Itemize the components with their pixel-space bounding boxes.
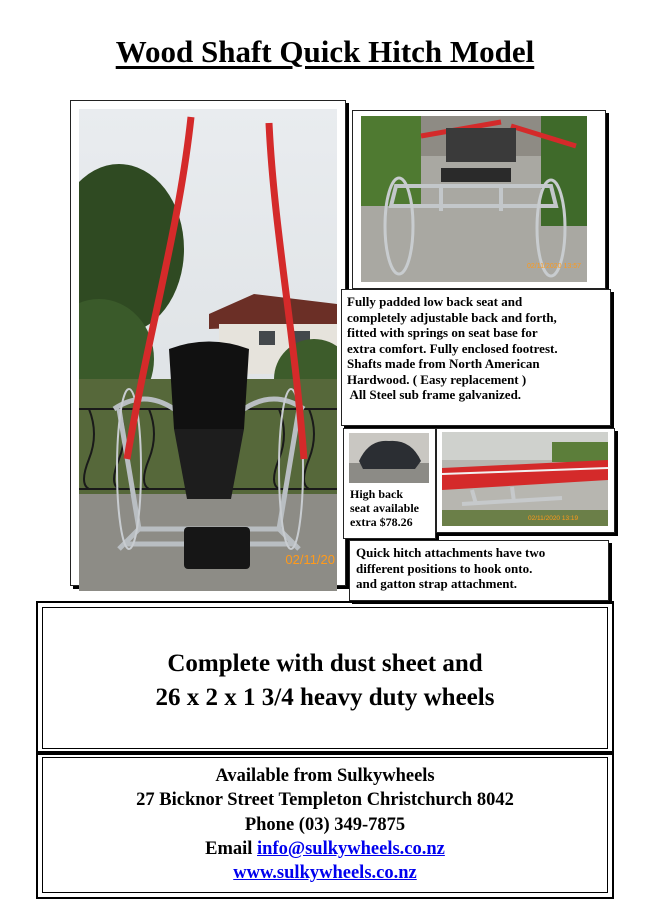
- high-back-seat-drawing: [349, 433, 429, 483]
- seat-description: [347, 294, 609, 403]
- page-title: Wood Shaft Quick Hitch Model: [115, 34, 535, 69]
- seat-description-line: fitted with springs on seat base for: [347, 325, 538, 340]
- top-right-sulky-photo: [361, 116, 587, 282]
- contact-website-row: [38, 861, 612, 886]
- feature-line-dust-sheet: Complete with dust sheet and: [167, 650, 483, 677]
- high-back-caption-line: seat available: [350, 501, 419, 515]
- seat-description-line: Fully padded low back seat and: [347, 294, 523, 309]
- quick-hitch-drawing: [442, 432, 608, 526]
- seat-description-line: extra comfort. Fully enclosed footrest.: [347, 340, 558, 356]
- top-right-photo-drawing: [361, 116, 587, 282]
- seat-description-line: Hardwood. ( Easy replacement ): [347, 371, 527, 387]
- quick-hitch-photo: [442, 432, 608, 526]
- hitch-caption: [356, 545, 606, 592]
- seat-description-line: Shafts made from North American: [347, 356, 540, 371]
- main-sulky-photo: [79, 109, 337, 591]
- top-right-photo-date-stamp: 02/11/2020 13:57: [527, 263, 581, 270]
- contact-address: 27 Bicknor Street Templeton Christchurch 8042: [136, 790, 514, 810]
- hitch-caption-line: and gatton strap attachment.: [356, 576, 518, 591]
- features-box: [36, 601, 614, 755]
- contact-box: [36, 751, 614, 899]
- feature-line-wheels: 26 x 2 x 1 3/4 heavy duty wheels: [155, 684, 495, 711]
- high-back-seat-photo: [349, 433, 429, 483]
- hitch-caption-line: Quick hitch attachments have two: [356, 545, 546, 560]
- high-back-caption: [350, 487, 432, 529]
- hitch-caption-line: different positions to hook onto.: [356, 560, 533, 576]
- contact-phone: Phone (03) 349-7875: [244, 815, 406, 835]
- main-photo-drawing: [79, 109, 337, 591]
- seat-description-line: All Steel sub frame galvanized.: [347, 387, 522, 402]
- contact-availability: Available from Sulkywheels: [215, 766, 435, 786]
- hitch-photo-date-stamp: 02/11/2020 13:19: [528, 515, 579, 522]
- high-back-caption-line: extra $78.26: [350, 515, 413, 529]
- high-back-caption-line: High back: [350, 487, 404, 501]
- contact-email-label: Email: [205, 839, 258, 859]
- email-link[interactable]: info@sulkywheels.co.nz: [257, 839, 445, 859]
- website-link[interactable]: www.sulkywheels.co.nz: [233, 863, 417, 883]
- main-photo-date-stamp: 02/11/20: [285, 552, 335, 567]
- contact-email-row: [38, 837, 612, 862]
- seat-description-line: completely adjustable back and forth,: [347, 309, 557, 325]
